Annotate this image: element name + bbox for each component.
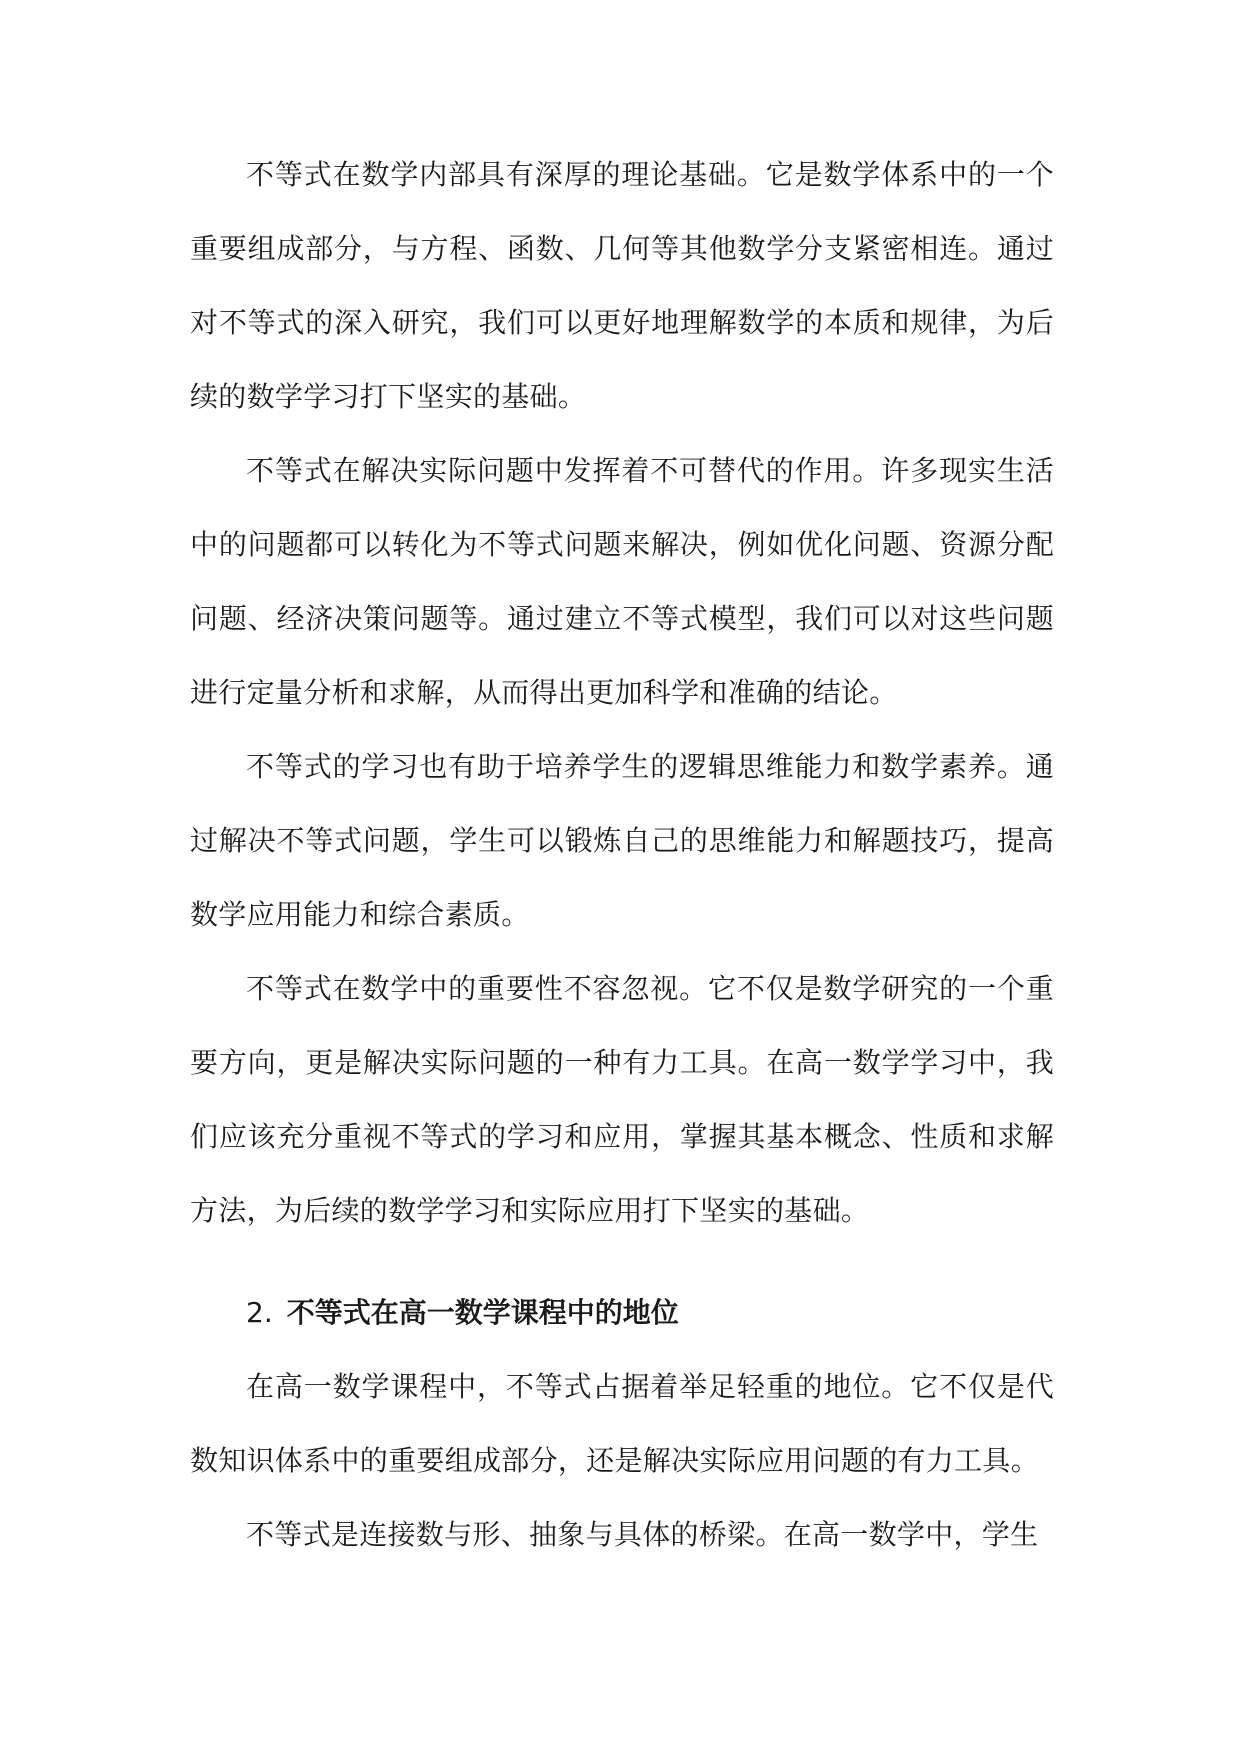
section-heading [190,1276,1054,1350]
section-number: 2. [246,1296,273,1329]
paragraph-importance-summary: 不等式在数学中的重要性不容忽视。它不仅是数学研究的一个重要方向，更是解决实际问题的一种有力工具。在高一数学学习中，我们应该充分重视不等式的学习和应用，掌握其基本概念、性质和求解方法，为后续的数学学习和实际应用打下坚实的基础。 [190,972,1054,1227]
paragraph-practical-application: 不等式在解决实际问题中发挥着不可替代的作用。许多现实生活中的问题都可以转化为不等式问题来解决，例如优化问题、资源分配问题、经济决策问题等。通过建立不等式模型，我们可以对这些问题进行定量分析和求解，从而得出更加科学和准确的结论。 [190,454,1054,709]
section-title: 不等式在高一数学课程中的地位 [286,1296,679,1329]
document-body [190,138,1054,1572]
paragraph-bridge: 不等式是连接数与形、抽象与具体的桥梁。在高一数学中，学生 [246,1518,1039,1551]
paragraph-logical-thinking: 不等式的学习也有助于培养学生的逻辑思维能力和数学素养。通过解决不等式问题，学生可以锻炼自己的思维能力和解题技巧，提高数学应用能力和综合素质。 [190,750,1054,931]
paragraph-course-status: 在高一数学课程中，不等式占据着举足轻重的地位。它不仅是代数知识体系中的重要组成部分，还是解决实际应用问题的有力工具。 [190,1370,1054,1477]
paragraph-theory-foundation: 不等式在数学内部具有深厚的理论基础。它是数学体系中的一个重要组成部分，与方程、函数、几何等其他数学分支紧密相连。通过对不等式的深入研究，我们可以更好地理解数学的本质和规律，为后续的数学学习打下坚实的基础。 [190,158,1054,413]
